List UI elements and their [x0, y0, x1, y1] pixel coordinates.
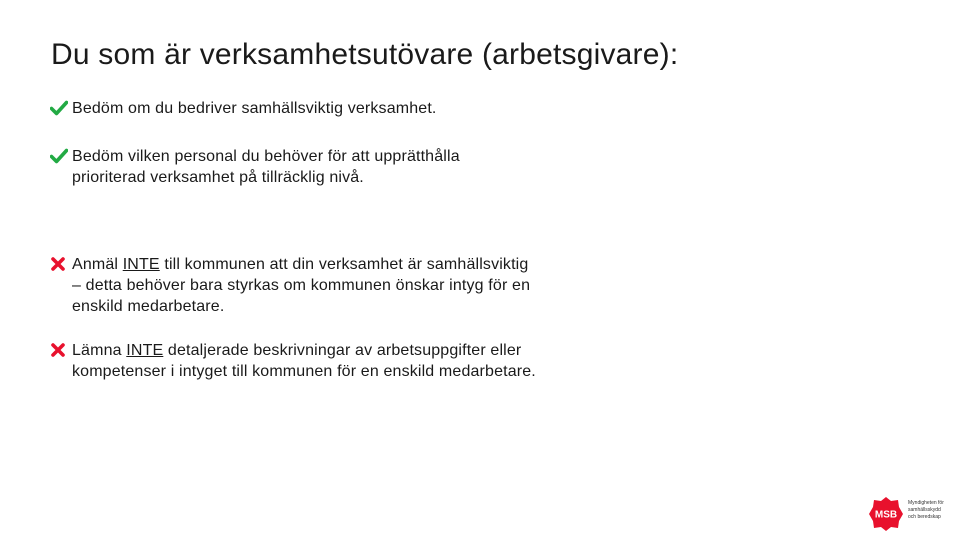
list-item — [50, 254, 610, 317]
check-icon — [50, 146, 72, 164]
item-text-line: Bedöm vilken personal du behöver för att upprätthålla — [72, 148, 460, 165]
item-text-line — [72, 254, 530, 275]
list-item — [50, 98, 610, 119]
list-item — [50, 146, 610, 188]
list-item — [50, 340, 610, 382]
item-text-line: enskild medarbetare. — [72, 298, 225, 315]
msb-logo-mark — [868, 496, 904, 532]
logo-label: MSB — [874, 509, 898, 521]
item-text-line — [72, 340, 536, 361]
item-text-emphasis: INTE — [126, 342, 164, 359]
logo-text: Myndigheten för samhällsskydd och beredskap — [908, 500, 944, 520]
item-text-line: kompetenser i intyget till kommunen för en enskild medarbetare. — [72, 363, 536, 380]
slide-title: Du som är verksamhetsutövare (arbetsgivare): — [51, 38, 679, 71]
item-text-line: prioriterad verksamhet på tillräcklig nivå. — [72, 169, 364, 186]
cross-icon — [50, 340, 72, 358]
item-text-emphasis: INTE — [122, 256, 160, 273]
check-icon — [50, 98, 72, 116]
item-text-pre: Lämna — [72, 342, 127, 359]
cross-icon — [50, 254, 72, 272]
item-text-post: till kommunen att din verksamhet är samhällsviktig — [159, 256, 529, 273]
item-text-post: detaljerade beskrivningar av arbetsuppgifter eller — [163, 342, 522, 359]
item-text-pre: Anmäl — [72, 256, 123, 273]
item-text: Bedöm om du bedriver samhällsviktig verksamhet. — [72, 100, 437, 117]
msb-logo — [868, 496, 948, 532]
item-text-line: – detta behöver bara styrkas om kommunen önskar intyg för en — [72, 277, 531, 294]
